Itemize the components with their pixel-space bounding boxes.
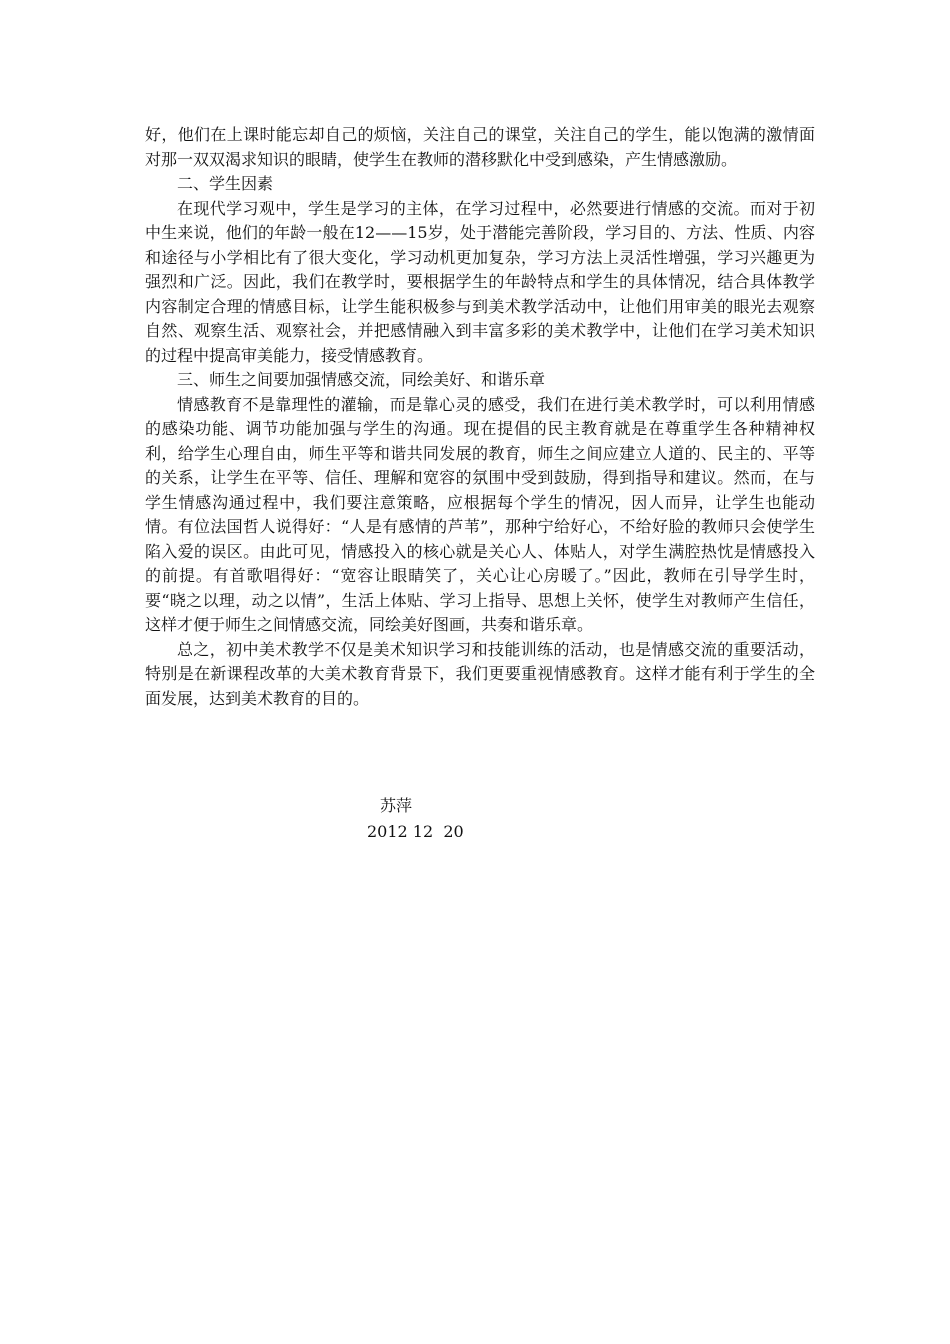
author-name: 苏萍 xyxy=(380,796,413,815)
body-paragraph: 在现代学习观中，学生是学习的主体，在学习过程中，必然要进行情感的交流。而对于初中生来说，他们的年龄一般在12——15岁，处于潜能完善阶段，学习目的、方法、性质、内容和途径与小学相比有了很大变化，学习动机更加复杂，学习方法上灵活性增强，学习兴趣更为强烈和广泛。因此，我们在教学时，要根据学生的年龄特点和学生的具体情况，结合具体教学内容制定合理的情感目标，让学生能积极参与到美术教学活动中，让他们用审美的眼光去观察自然、观察生活、观察社会，并把感情融入到丰富多彩的美术教学中，让他们在学习美术知识的过程中提高审美能力，接受情感教育。 xyxy=(145,198,815,365)
section-heading-student-factors: 二、学生因素 xyxy=(177,174,274,193)
conclusion-paragraph: 总之，初中美术教学不仅是美术知识学习和技能训练的活动，也是情感交流的重要活动，特别是在新课程改革的大美术教育背景下，我们更要重视情感教育。这样才能有利于学生的全面发展，达到美术教育的目的。 xyxy=(145,639,815,708)
document-body xyxy=(145,123,815,711)
document-date: 2012 12 20 xyxy=(367,822,464,841)
body-paragraph: 好，他们在上课时能忘却自己的烦恼，关注自己的课堂，关注自己的学生，能以饱满的激情面对那一双双渴求知识的眼睛，使学生在教师的潜移默化中受到感染，产生情感激励。 xyxy=(145,125,815,169)
body-paragraph: 情感教育不是靠理性的灌输，而是靠心灵的感受，我们在进行美术教学时，可以利用情感的感染功能、调节功能加强与学生的沟通。现在提倡的民主教育就是在尊重学生各种精神权利，给学生心理自由，师生平等和谐共同发展的教育，师生之间应建立人道的、民主的、平等的关系，让学生在平等、信任、理解和宽容的氛围中受到鼓励，得到指导和建议。然而，在与学生情感沟通过程中，我们要注意策略，应根据每个学生的情况，因人而异，让学生也能动情。有位法国哲人说得好：“人是有感情的芦苇”，那种宁给好心，不给好脸的教师只会使学生陷入爱的误区。由此可见，情感投入的核心就是关心人、体贴人，对学生满腔热忱是情感投入的前提。有首歌唱得好：“宽容让眼睛笑了，关心让心房暖了。”因此，教师在引导学生时，要“晓之以理，动之以情”，生活上体贴、学习上指导、思想上关怀，使学生对教师产生信任，这样才便于师生之间情感交流，同绘美好图画，共奏和谐乐章。 xyxy=(145,394,815,634)
section-heading-teacher-student-communication: 三、师生之间要加强情感交流，同绘美好、和谐乐章 xyxy=(177,370,546,389)
